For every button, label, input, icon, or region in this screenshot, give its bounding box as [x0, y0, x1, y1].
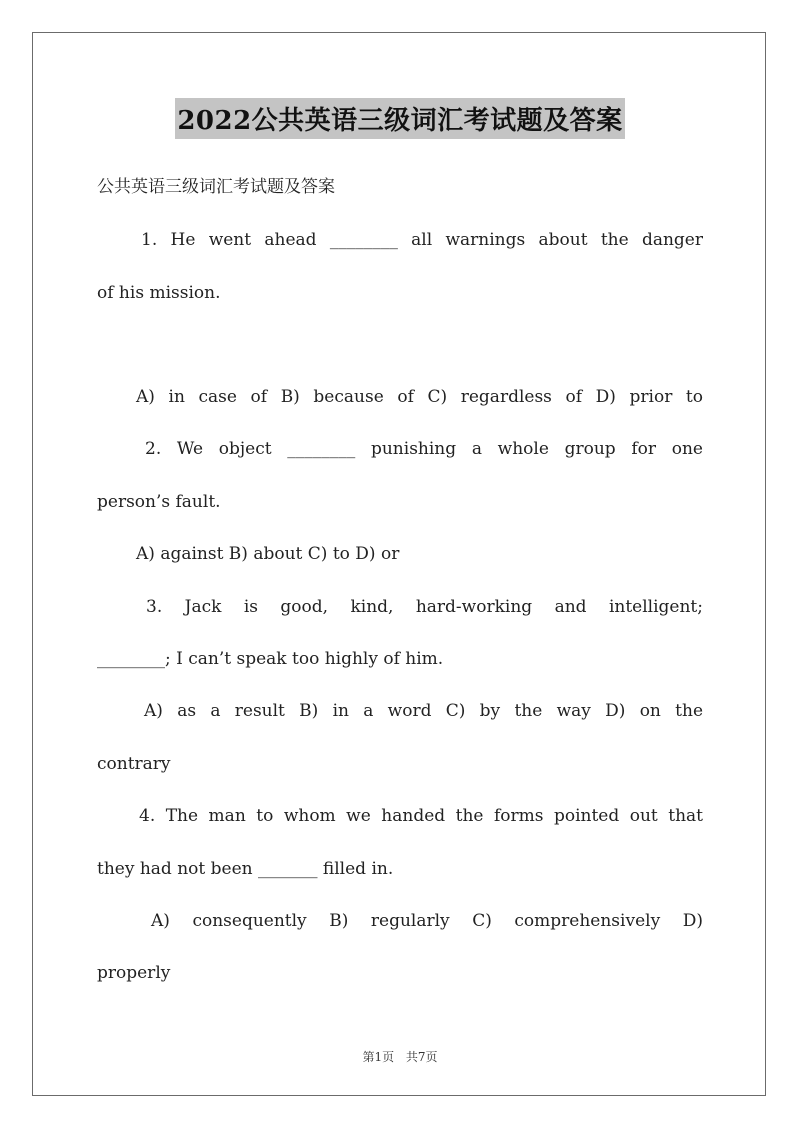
question-4-options-line-1: A) consequently B) regularly C) comprehensively D)	[151, 911, 703, 931]
question-2-line-1: 2. We object ________ punishing a whole group for one	[145, 439, 703, 459]
page-number: 第1页	[362, 1050, 395, 1064]
page-total: 共7页	[405, 1050, 438, 1064]
question-4-options-line-2: properly	[97, 963, 171, 983]
page-footer	[0, 1048, 800, 1065]
question-2-line-2: person’s fault.	[97, 492, 221, 512]
question-1-line-2: of his mission.	[97, 283, 221, 303]
question-3-line-2: ________; I can’t speak too highly of him.	[97, 649, 444, 669]
question-2-options: A) against B) about C) to D) or	[136, 544, 400, 564]
question-1-options: A) in case of B) because of C) regardless of D) prior to	[136, 387, 703, 407]
document-title: 2022公共英语三级词汇考试题及答案	[175, 98, 624, 139]
question-4-line-2: they had not been _______ filled in.	[97, 859, 394, 879]
question-1-line-1: 1. He went ahead ________ all warnings about the danger	[141, 230, 703, 250]
question-4-line-1: 4. The man to whom we handed the forms pointed out that	[139, 806, 703, 826]
question-3-line-1: 3. Jack is good, kind, hard-working and intelligent;	[146, 597, 703, 617]
question-3-options-line-2: contrary	[97, 754, 171, 774]
title-container	[0, 98, 800, 139]
question-3-options-line-1: A) as a result B) in a word C) by the way D) on the	[144, 701, 703, 721]
subtitle: 公共英语三级词汇考试题及答案	[97, 177, 335, 197]
